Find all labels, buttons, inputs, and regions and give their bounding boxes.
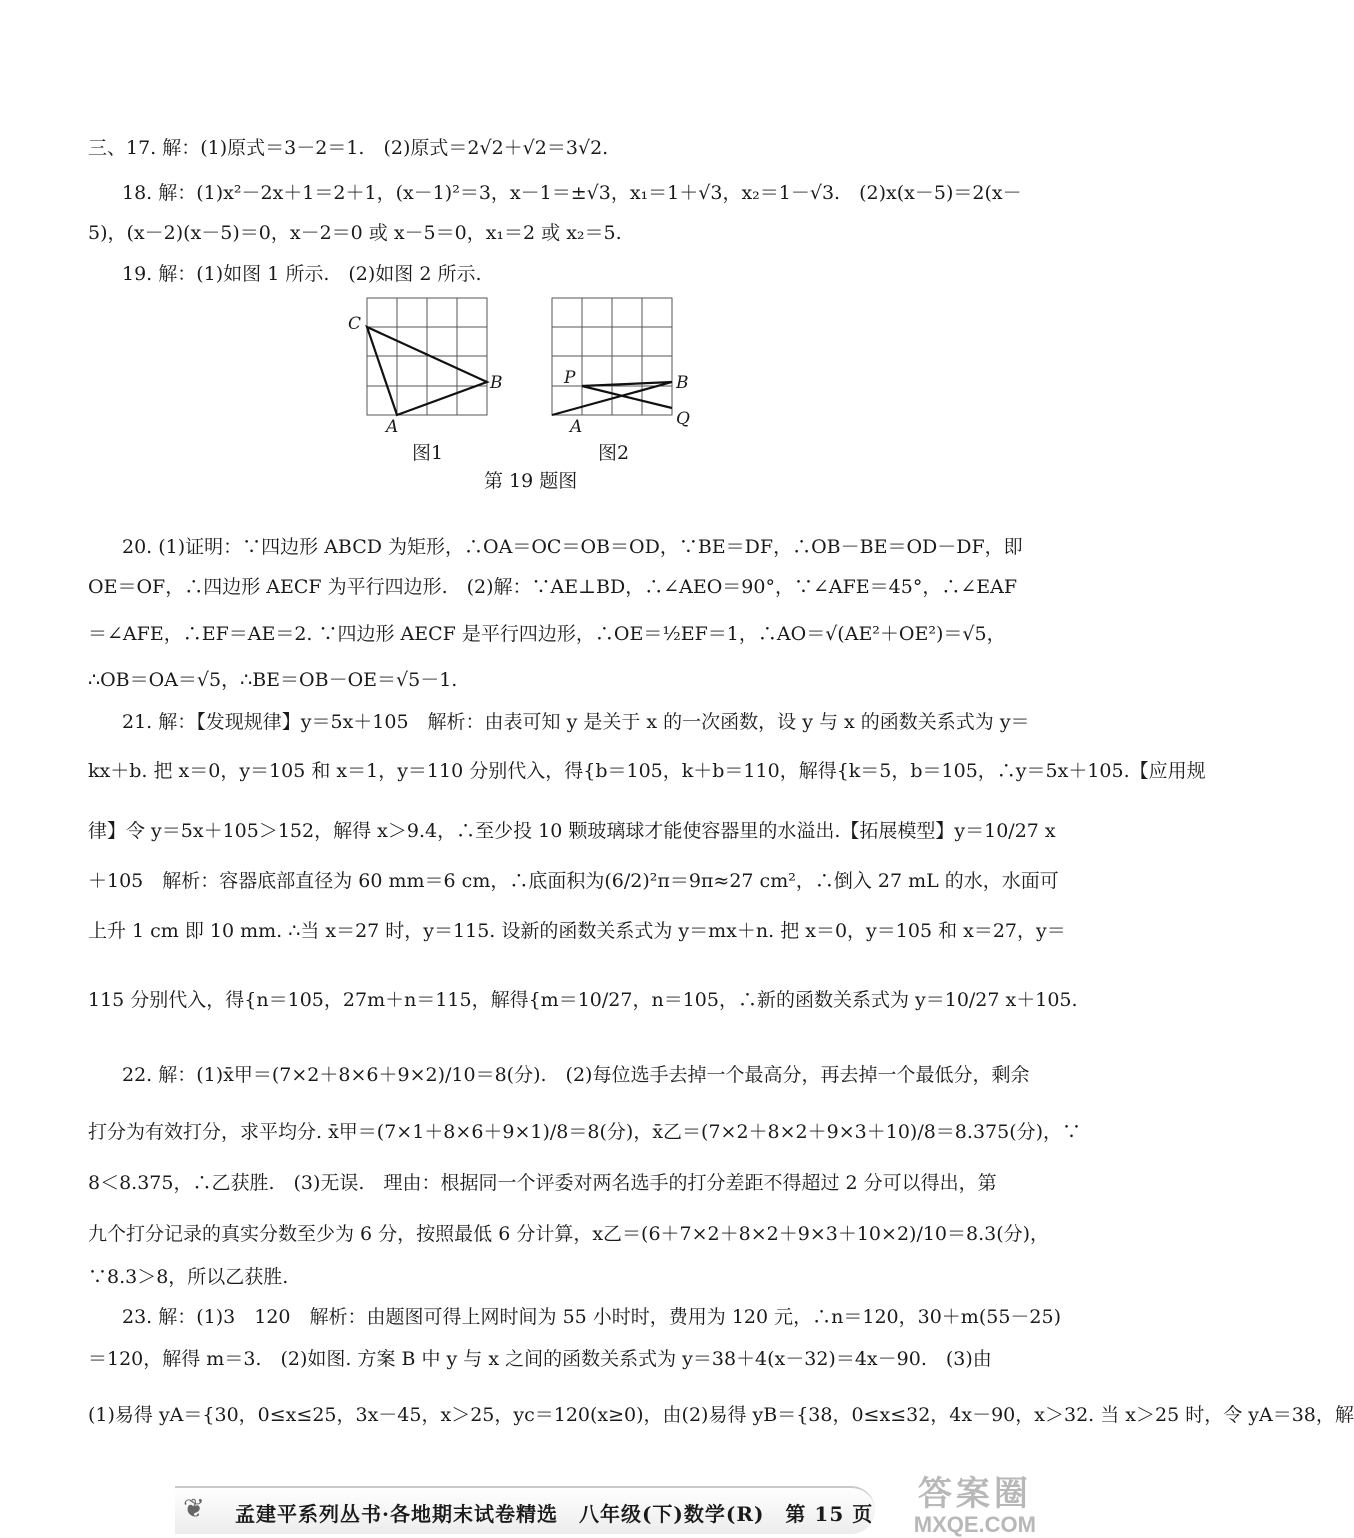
figure-2 (540, 298, 710, 464)
answer-22-line4: 九个打分记录的真实分数至少为 6 分，按照最低 6 分计算，x乙＝(6＋7×2＋8×2＋9×3＋10×2)/10＝8.3(分)， (88, 1223, 1050, 1245)
book-leaf-icon: ❦ (183, 1494, 205, 1524)
figure-1-label-b: B (490, 373, 503, 393)
answer-21-line5: 上升 1 cm 即 10 mm. ∴当 x＝27 时，y＝115. 设新的函数关系式为 y＝mx＋n. 把 x＝0，y＝105 和 x＝27，y＝ (88, 920, 1066, 942)
figure-2-label-b: B (676, 373, 689, 393)
answer-20-line1: 20. (1)证明：∵四边形 ABCD 为矩形，∴OA＝OC＝OB＝OD，∵BE＝DF，∴OB－BE＝OD－DF，即 (122, 536, 1023, 558)
figure-2-label-q: Q (676, 409, 690, 429)
answer-18-line2: 5)，(x－2)(x－5)＝0，x－2＝0 或 x－5＝0，x₁＝2 或 x₂＝5. (88, 222, 622, 244)
answer-22-line1: 22. 解：(1)x̄甲＝(7×2＋8×6＋9×2)/10＝8(分). (2)每位选手去掉一个最高分，再去掉一个最低分，剩余 (122, 1064, 1030, 1086)
answer-22-line5: ∵8.3＞8，所以乙获胜. (88, 1266, 289, 1288)
answer-21-line2: kx＋b. 把 x＝0，y＝105 和 x＝1，y＝110 分别代入，得{b＝105，k＋b＝110，解得{k＝5，b＝105，∴y＝5x＋105.【应用规 (88, 760, 1206, 782)
answer-22-line3: 8＜8.375，∴乙获胜. (3)无误. 理由：根据同一个评委对两名选手的打分差距不得超过 2 分可以得出，第 (88, 1172, 997, 1194)
figure-2-caption: 图2 (598, 442, 630, 464)
answer-22-line2: 打分为有效打分，求平均分. x̄甲＝(7×1＋8×6＋9×1)/8＝8(分)，x̄乙＝(7×2＋8×2＋9×3＋10)/8＝8.375(分)，∵ (88, 1121, 1082, 1143)
answer-23-line3: (1)易得 yA＝{30，0≤x≤25，3x－45，x＞25，yc＝120(x≥0)，由(2)易得 yB＝{38，0≤x≤32，4x－90，x＞32. 当 x＞25 时，令 yA＝38，解 (88, 1404, 1354, 1426)
answer-21-line1: 21. 解：【发现规律】y＝5x＋105 解析：由表可知 y 是关于 x 的一次函数，设 y 与 x 的函数关系式为 y＝ (122, 711, 1030, 733)
figure-1-label-c: C (348, 314, 362, 334)
answer-18-line1: 18. 解：(1)x²－2x＋1＝2＋1，(x－1)²＝3，x－1＝±√3，x₁＝1＋√3，x₂＝1－√3. (2)x(x－5)＝2(x－ (122, 182, 1022, 204)
figure-2-label-a: A (570, 417, 583, 437)
footer-text: 孟建平系列丛书·各地期末试卷精选 八年级(下)数学(R) 第 15 页 (235, 1502, 874, 1526)
figure-1 (340, 298, 503, 464)
answer-21-line3: 律】令 y＝5x＋105＞152，解得 x＞9.4，∴至少投 10 颗玻璃球才能使容器里的水溢出.【拓展模型】y＝10/27 x (88, 820, 1056, 842)
answer-23-line1: 23. 解：(1)3 120 解析：由题图可得上网时间为 55 小时时，费用为 120 元，∴n＝120，30＋m(55－25) (122, 1306, 1061, 1328)
answer-23-line2: ＝120，解得 m＝3. (2)如图. 方案 B 中 y 与 x 之间的函数关系式为 y＝38＋4(x－32)＝4x－90. (3)由 (88, 1348, 992, 1370)
answer-20-line4: ∴OB＝OA＝√5，∴BE＝OB－OE＝√5－1. (88, 669, 458, 691)
figure-1-caption: 图1 (412, 442, 444, 464)
answer-19: 19. 解：(1)如图 1 所示. (2)如图 2 所示. (122, 263, 482, 285)
watermark-line2: MXQE.COM (913, 1512, 1036, 1538)
answer-21-line4: ＋105 解析：容器底部直径为 60 mm＝6 cm，∴底面积为(6/2)²π＝9π≈27 cm²，∴倒入 27 mL 的水，水面可 (88, 870, 1059, 892)
page-footer (175, 1486, 875, 1534)
answer-20-line2: OE＝OF，∴四边形 AECF 为平行四边形. (2)解：∵AE⊥BD，∴∠AEO＝90°，∵∠AFE＝45°，∴∠EAF (88, 576, 1018, 598)
figure-2-label-p: P (564, 368, 576, 388)
answer-17: 三、17. 解：(1)原式＝3－2＝1. (2)原式＝2√2＋√2＝3√2. (88, 137, 609, 159)
figure-caption: 第 19 题图 (484, 470, 578, 492)
figure-1-label-a: A (386, 417, 399, 437)
watermark-line1: 答案圈 (917, 1475, 1032, 1513)
answer-21-line6: 115 分别代入，得{n＝105，27m＋n＝115，解得{m＝10/27，n＝105，∴新的函数关系式为 y＝10/27 x＋105. (88, 989, 1078, 1011)
figure-1-grid (340, 298, 500, 458)
answer-20-line3: ＝∠AFE，∴EF＝AE＝2. ∵四边形 AECF 是平行四边形，∴OE＝½EF＝1，∴AO＝√(AE²＋OE²)＝√5， (88, 623, 1006, 645)
watermark-logo (914, 1476, 1036, 1538)
